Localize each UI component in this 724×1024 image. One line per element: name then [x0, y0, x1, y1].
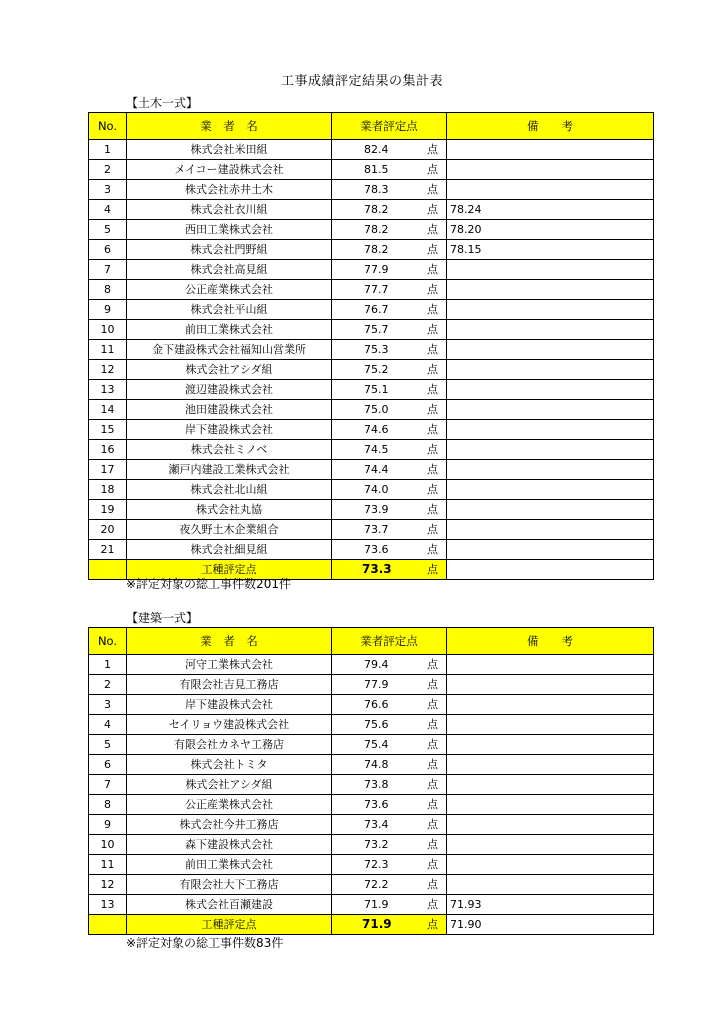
- table-row: [89, 675, 654, 695]
- row-number: 6: [89, 240, 127, 260]
- score-cell: [332, 695, 447, 715]
- table-row: [89, 835, 654, 855]
- note-cell: [447, 875, 654, 895]
- note-cell: [447, 360, 654, 380]
- score-value: 73.7: [364, 523, 389, 536]
- score-unit: 点: [427, 223, 438, 236]
- company-name: 有限会社カネヤ工務店: [127, 735, 332, 755]
- note-cell: [447, 675, 654, 695]
- table-row: [89, 180, 654, 200]
- score-unit: 点: [427, 443, 438, 456]
- header-score: 業者評定点: [332, 113, 447, 140]
- row-number: 10: [89, 835, 127, 855]
- score-unit: 点: [427, 698, 438, 711]
- score-cell: [332, 855, 447, 875]
- table-row: [89, 220, 654, 240]
- section-label-civil: 【土木一式】: [126, 96, 199, 110]
- score-unit: 点: [427, 263, 438, 276]
- score-value: 72.2: [364, 878, 389, 891]
- company-name: 株式会社北山組: [127, 480, 332, 500]
- civil-results-table: [88, 112, 654, 580]
- score-value: 72.3: [364, 858, 389, 871]
- score-unit: 点: [427, 818, 438, 831]
- score-unit: 点: [427, 323, 438, 336]
- company-name: 株式会社門野組: [127, 240, 332, 260]
- header-no: No.: [89, 628, 127, 655]
- note-cell: [447, 300, 654, 320]
- summary-row: [89, 915, 654, 935]
- row-number: 11: [89, 340, 127, 360]
- score-cell: [332, 675, 447, 695]
- company-name: 株式会社トミタ: [127, 755, 332, 775]
- table-row: [89, 400, 654, 420]
- building-table-body: [89, 655, 654, 935]
- score-cell: [332, 540, 447, 560]
- score-value: 76.6: [364, 698, 389, 711]
- note-cell: [447, 280, 654, 300]
- company-name: 金下建設株式会社福知山営業所: [127, 340, 332, 360]
- row-number: 7: [89, 775, 127, 795]
- table-row: [89, 815, 654, 835]
- summary-score-value: 73.3: [362, 562, 392, 576]
- score-cell: [332, 200, 447, 220]
- company-name: 株式会社アシダ組: [127, 360, 332, 380]
- company-name: セイリョウ建設株式会社: [127, 715, 332, 735]
- score-value: 75.1: [364, 383, 389, 396]
- score-unit: 点: [427, 563, 438, 576]
- company-name: 有限会社大下工務店: [127, 875, 332, 895]
- score-cell: [332, 140, 447, 160]
- company-name: 株式会社平山組: [127, 300, 332, 320]
- score-value: 74.4: [364, 463, 389, 476]
- score-value: 78.2: [364, 223, 389, 236]
- score-value: 75.2: [364, 363, 389, 376]
- company-name: 河守工業株式会社: [127, 655, 332, 675]
- company-name: 夜久野土木企業組合: [127, 520, 332, 540]
- table-header-row: [89, 628, 654, 655]
- score-unit: 点: [427, 383, 438, 396]
- summary-label: 工種評定点: [127, 915, 332, 935]
- score-cell: [332, 875, 447, 895]
- company-name: 株式会社高見組: [127, 260, 332, 280]
- company-name: 株式会社細見組: [127, 540, 332, 560]
- company-name: 岸下建設株式会社: [127, 695, 332, 715]
- score-unit: 点: [427, 678, 438, 691]
- row-number: 13: [89, 380, 127, 400]
- score-value: 82.4: [364, 143, 389, 156]
- row-number: 2: [89, 160, 127, 180]
- row-number: 4: [89, 200, 127, 220]
- table-row: [89, 775, 654, 795]
- score-value: 75.6: [364, 718, 389, 731]
- score-unit: 点: [427, 658, 438, 671]
- table-row: [89, 735, 654, 755]
- score-cell: [332, 160, 447, 180]
- company-name: 有限会社吉見工務店: [127, 675, 332, 695]
- note-cell: [447, 340, 654, 360]
- row-number: 1: [89, 140, 127, 160]
- note-cell: 78.15: [447, 240, 654, 260]
- company-name: 渡辺建設株式会社: [127, 380, 332, 400]
- row-number: 15: [89, 420, 127, 440]
- summary-score-value: 71.9: [362, 917, 392, 931]
- table-row: [89, 420, 654, 440]
- score-value: 76.7: [364, 303, 389, 316]
- note-cell: [447, 855, 654, 875]
- table-row: [89, 715, 654, 735]
- score-value: 77.7: [364, 283, 389, 296]
- score-unit: 点: [427, 898, 438, 911]
- score-value: 77.9: [364, 678, 389, 691]
- row-number: 8: [89, 280, 127, 300]
- score-cell: [332, 735, 447, 755]
- company-name: 森下建設株式会社: [127, 835, 332, 855]
- row-number: 12: [89, 875, 127, 895]
- score-unit: 点: [427, 303, 438, 316]
- summary-score-cell: [332, 915, 447, 935]
- score-unit: 点: [427, 183, 438, 196]
- table-row: [89, 340, 654, 360]
- score-value: 73.4: [364, 818, 389, 831]
- score-value: 81.5: [364, 163, 389, 176]
- row-number: 6: [89, 755, 127, 775]
- score-cell: [332, 320, 447, 340]
- note-cell: [447, 480, 654, 500]
- row-number: 18: [89, 480, 127, 500]
- score-value: 73.8: [364, 778, 389, 791]
- company-name: 株式会社今井工務店: [127, 815, 332, 835]
- row-number: 8: [89, 795, 127, 815]
- row-number: 11: [89, 855, 127, 875]
- score-cell: [332, 895, 447, 915]
- header-score: 業者評定点: [332, 628, 447, 655]
- row-number: 9: [89, 815, 127, 835]
- company-name: 株式会社赤井土木: [127, 180, 332, 200]
- table-row: [89, 875, 654, 895]
- note-cell: [447, 755, 654, 775]
- company-name: 前田工業株式会社: [127, 320, 332, 340]
- row-number: 16: [89, 440, 127, 460]
- note-cell: [447, 460, 654, 480]
- row-number: 3: [89, 180, 127, 200]
- score-unit: 点: [427, 403, 438, 416]
- row-number: 20: [89, 520, 127, 540]
- score-cell: [332, 400, 447, 420]
- header-note: 備 考: [447, 113, 654, 140]
- score-cell: [332, 440, 447, 460]
- table-row: [89, 240, 654, 260]
- table-row: [89, 280, 654, 300]
- summary-note: 71.90: [447, 915, 654, 935]
- score-cell: [332, 340, 447, 360]
- summary-no-cell: [89, 560, 127, 580]
- note-cell: [447, 160, 654, 180]
- note-cell: [447, 715, 654, 735]
- table-row: [89, 655, 654, 675]
- table-row: [89, 440, 654, 460]
- score-value: 73.6: [364, 543, 389, 556]
- score-value: 71.9: [364, 898, 389, 911]
- footnote-civil: ※評定対象の総工事件数201件: [126, 577, 291, 591]
- score-cell: [332, 180, 447, 200]
- table-row: [89, 260, 654, 280]
- note-cell: [447, 500, 654, 520]
- score-unit: 点: [427, 243, 438, 256]
- score-unit: 点: [427, 143, 438, 156]
- note-cell: 78.24: [447, 200, 654, 220]
- table-row: [89, 480, 654, 500]
- score-unit: 点: [427, 758, 438, 771]
- score-value: 75.4: [364, 738, 389, 751]
- note-cell: [447, 520, 654, 540]
- row-number: 10: [89, 320, 127, 340]
- score-unit: 点: [427, 918, 438, 931]
- score-value: 75.0: [364, 403, 389, 416]
- score-value: 73.9: [364, 503, 389, 516]
- table-row: [89, 895, 654, 915]
- note-cell: 71.93: [447, 895, 654, 915]
- company-name: 公正産業株式会社: [127, 280, 332, 300]
- row-number: 14: [89, 400, 127, 420]
- score-value: 78.2: [364, 203, 389, 216]
- note-cell: [447, 260, 654, 280]
- row-number: 7: [89, 260, 127, 280]
- score-cell: [332, 715, 447, 735]
- score-cell: [332, 380, 447, 400]
- row-number: 1: [89, 655, 127, 675]
- score-unit: 点: [427, 203, 438, 216]
- table-row: [89, 520, 654, 540]
- score-unit: 点: [427, 838, 438, 851]
- table-row: [89, 380, 654, 400]
- score-value: 78.3: [364, 183, 389, 196]
- note-cell: [447, 775, 654, 795]
- table-row: [89, 855, 654, 875]
- score-value: 74.6: [364, 423, 389, 436]
- row-number: 5: [89, 735, 127, 755]
- row-number: 17: [89, 460, 127, 480]
- table-row: [89, 360, 654, 380]
- company-name: 公正産業株式会社: [127, 795, 332, 815]
- building-results-table: [88, 627, 654, 935]
- score-unit: 点: [427, 503, 438, 516]
- score-unit: 点: [427, 718, 438, 731]
- note-cell: [447, 695, 654, 715]
- header-company: 業 者 名: [127, 628, 332, 655]
- table-row: [89, 140, 654, 160]
- table-row: [89, 200, 654, 220]
- note-cell: [447, 835, 654, 855]
- row-number: 19: [89, 500, 127, 520]
- summary-note: [447, 560, 654, 580]
- header-note: 備 考: [447, 628, 654, 655]
- table-row: [89, 755, 654, 775]
- score-cell: [332, 815, 447, 835]
- score-unit: 点: [427, 483, 438, 496]
- company-name: メイコー建設株式会社: [127, 160, 332, 180]
- note-cell: [447, 320, 654, 340]
- note-cell: [447, 655, 654, 675]
- table-header-row: [89, 113, 654, 140]
- score-unit: 点: [427, 463, 438, 476]
- summary-label: 工種評定点: [127, 560, 332, 580]
- score-cell: [332, 520, 447, 540]
- score-cell: [332, 460, 447, 480]
- header-no: No.: [89, 113, 127, 140]
- table-row: [89, 460, 654, 480]
- note-cell: [447, 420, 654, 440]
- company-name: 瀬戸内建設工業株式会社: [127, 460, 332, 480]
- score-cell: [332, 360, 447, 380]
- score-value: 75.3: [364, 343, 389, 356]
- note-cell: [447, 140, 654, 160]
- company-name: 株式会社ミノベ: [127, 440, 332, 460]
- score-unit: 点: [427, 283, 438, 296]
- row-number: 4: [89, 715, 127, 735]
- company-name: 池田建設株式会社: [127, 400, 332, 420]
- score-cell: [332, 260, 447, 280]
- table-row: [89, 160, 654, 180]
- score-cell: [332, 795, 447, 815]
- score-unit: 点: [427, 738, 438, 751]
- score-unit: 点: [427, 343, 438, 356]
- company-name: 株式会社百瀬建設: [127, 895, 332, 915]
- score-value: 74.8: [364, 758, 389, 771]
- score-unit: 点: [427, 423, 438, 436]
- company-name: 前田工業株式会社: [127, 855, 332, 875]
- note-cell: [447, 440, 654, 460]
- table-row: [89, 320, 654, 340]
- score-cell: [332, 655, 447, 675]
- score-cell: [332, 420, 447, 440]
- score-cell: [332, 500, 447, 520]
- score-value: 73.6: [364, 798, 389, 811]
- row-number: 3: [89, 695, 127, 715]
- table-row: [89, 540, 654, 560]
- score-value: 75.7: [364, 323, 389, 336]
- table-row: [89, 795, 654, 815]
- score-unit: 点: [427, 858, 438, 871]
- score-value: 74.0: [364, 483, 389, 496]
- score-unit: 点: [427, 778, 438, 791]
- summary-score-cell: [332, 560, 447, 580]
- score-value: 77.9: [364, 263, 389, 276]
- note-cell: [447, 540, 654, 560]
- score-cell: [332, 280, 447, 300]
- table-row: [89, 695, 654, 715]
- company-name: 株式会社米田組: [127, 140, 332, 160]
- row-number: 2: [89, 675, 127, 695]
- note-cell: 78.20: [447, 220, 654, 240]
- page-title: 工事成績評定結果の集計表: [280, 74, 443, 89]
- score-cell: [332, 755, 447, 775]
- score-value: 73.2: [364, 838, 389, 851]
- row-number: 5: [89, 220, 127, 240]
- company-name: 西田工業株式会社: [127, 220, 332, 240]
- score-unit: 点: [427, 798, 438, 811]
- note-cell: [447, 400, 654, 420]
- civil-table-body: [89, 140, 654, 580]
- row-number: 13: [89, 895, 127, 915]
- score-cell: [332, 240, 447, 260]
- score-unit: 点: [427, 878, 438, 891]
- score-cell: [332, 775, 447, 795]
- summary-no-cell: [89, 915, 127, 935]
- score-value: 74.5: [364, 443, 389, 456]
- row-number: 21: [89, 540, 127, 560]
- score-unit: 点: [427, 363, 438, 376]
- score-value: 79.4: [364, 658, 389, 671]
- score-cell: [332, 480, 447, 500]
- row-number: 12: [89, 360, 127, 380]
- score-cell: [332, 835, 447, 855]
- company-name: 岸下建設株式会社: [127, 420, 332, 440]
- footnote-building: ※評定対象の総工事件数83件: [126, 936, 284, 950]
- score-cell: [332, 300, 447, 320]
- row-number: 9: [89, 300, 127, 320]
- note-cell: [447, 380, 654, 400]
- score-unit: 点: [427, 163, 438, 176]
- section-label-building: 【建築一式】: [126, 611, 199, 625]
- score-unit: 点: [427, 543, 438, 556]
- company-name: 株式会社アシダ組: [127, 775, 332, 795]
- score-unit: 点: [427, 523, 438, 536]
- score-cell: [332, 220, 447, 240]
- table-row: [89, 500, 654, 520]
- score-value: 78.2: [364, 243, 389, 256]
- company-name: 株式会社衣川組: [127, 200, 332, 220]
- header-company: 業 者 名: [127, 113, 332, 140]
- note-cell: [447, 735, 654, 755]
- company-name: 株式会社丸協: [127, 500, 332, 520]
- note-cell: [447, 795, 654, 815]
- note-cell: [447, 815, 654, 835]
- table-row: [89, 300, 654, 320]
- note-cell: [447, 180, 654, 200]
